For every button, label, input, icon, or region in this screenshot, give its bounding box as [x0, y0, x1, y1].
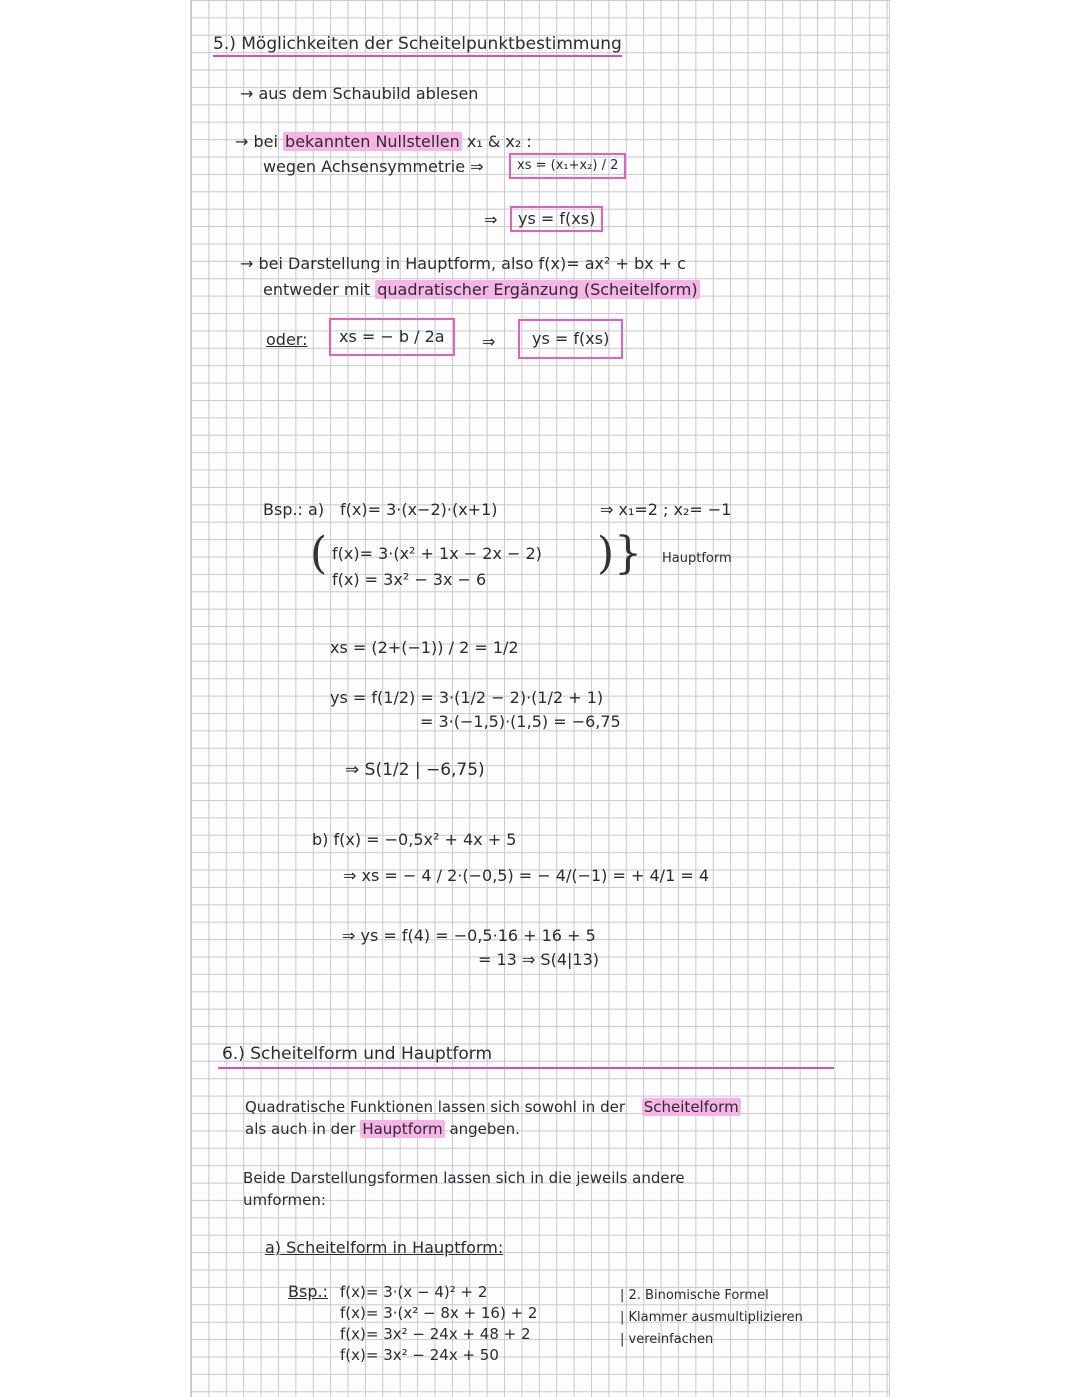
section6-paragraph1-line1	[245, 1097, 741, 1117]
highlight-completing-square: quadratischer Ergänzung (Scheitelform)	[377, 280, 698, 299]
example-b-function: b) f(x) = −0,5x² + 4x + 5	[312, 830, 517, 849]
formula-box-xs-zeros: xs = (x₁+x₂) / 2	[509, 153, 626, 179]
highlight-known-zeros: bekannten Nullstellen	[285, 132, 460, 151]
section6-paragraph2-line2: umformen:	[243, 1191, 326, 1209]
method-read-graph: → aus dem Schaubild ablesen	[240, 84, 479, 103]
example-a-roots: ⇒ x₁=2 ; x₂= −1	[600, 500, 732, 519]
example-a-expand: f(x)= 3·(x² + 1x − 2x − 2)	[332, 544, 542, 563]
implies-arrow-2: ⇒	[482, 332, 496, 351]
section6-title: 6.) Scheitelform und Hauptform	[222, 1044, 493, 1064]
paragraph1-line2-suffix: angeben.	[449, 1120, 520, 1138]
note-binomial: | 2. Binomische Formel	[620, 1288, 769, 1303]
formula-box-ys-zeros: ys = f(xs)	[510, 206, 603, 232]
method-main-form: → bei Darstellung in Hauptform, also f(x)= ax² + bx + c	[240, 254, 686, 273]
step-3: f(x)= 3x² − 24x + 48 + 2	[340, 1325, 531, 1343]
example-a-function: f(x)= 3·(x−2)·(x+1)	[340, 500, 498, 519]
section6-paragraph1-line2	[245, 1119, 520, 1139]
method-zeros	[235, 132, 532, 152]
example-a-ys-step2: = 3·(−1,5)·(1,5) = −6,75	[420, 712, 621, 731]
note-multiply-out: | Klammer ausmultiplizieren	[620, 1310, 803, 1325]
either-with: entweder mit	[263, 280, 371, 299]
right-paren-brace: )}	[597, 528, 643, 579]
example-a-ys-step1: ys = f(1/2) = 3·(1/2 − 2)·(1/2 + 1)	[330, 688, 604, 707]
highlight-vertex-form: Scheitelform	[643, 1098, 739, 1116]
method-zeros-suffix: x₁ & x₂ :	[466, 132, 532, 151]
example-a-vertex: ⇒ S(1/2 | −6,75)	[345, 760, 485, 780]
example-b-ys-step1: ⇒ ys = f(4) = −0,5·16 + 16 + 5	[342, 926, 596, 945]
example-a-xs: xs = (2+(−1)) / 2 = 1/2	[330, 638, 519, 657]
section5-title: 5.) Möglichkeiten der Scheitelpunktbestimmung	[213, 34, 622, 57]
paragraph1-prefix: Quadratische Funktionen lassen sich sowohl in der	[245, 1098, 625, 1116]
main-form-note: Hauptform	[662, 551, 732, 566]
example-a-label: Bsp.: a)	[263, 500, 325, 519]
step-1: f(x)= 3·(x − 4)² + 2	[340, 1283, 488, 1301]
method-zeros-prefix: → bei	[235, 132, 278, 151]
bsp-label: Bsp.:	[288, 1282, 328, 1301]
subheading-vertex-to-main: a) Scheitelform in Hauptform:	[265, 1238, 504, 1257]
example-b-ys-step2: = 13 ⇒ S(4|13)	[478, 950, 599, 969]
paragraph1-line2-prefix: als auch in der	[245, 1120, 356, 1138]
highlight-main-form: Hauptform	[362, 1120, 443, 1138]
note-simplify: | vereinfachen	[620, 1332, 714, 1347]
section6-divider	[218, 1067, 834, 1069]
step-4: f(x)= 3x² − 24x + 50	[340, 1346, 499, 1364]
or-label: oder:	[266, 330, 308, 349]
example-b-xs: ⇒ xs = − 4 / 2·(−0,5) = − 4/(−1) = + 4/1 = 4	[343, 866, 709, 885]
section6-paragraph2-line1: Beide Darstellungsformen lassen sich in die jeweils andere	[243, 1169, 685, 1187]
example-a-main-form: f(x) = 3x² − 3x − 6	[332, 570, 487, 589]
implies-arrow: ⇒	[484, 210, 498, 229]
symmetry-line: wegen Achsensymmetrie ⇒	[263, 157, 484, 176]
left-paren: (	[310, 528, 328, 579]
formula-box-xs-vertex: xs = − b / 2a	[329, 318, 455, 356]
method-main-form-line2	[263, 280, 700, 300]
step-2: f(x)= 3·(x² − 8x + 16) + 2	[340, 1304, 538, 1322]
formula-box-ys-vertex: ys = f(xs)	[518, 319, 623, 359]
